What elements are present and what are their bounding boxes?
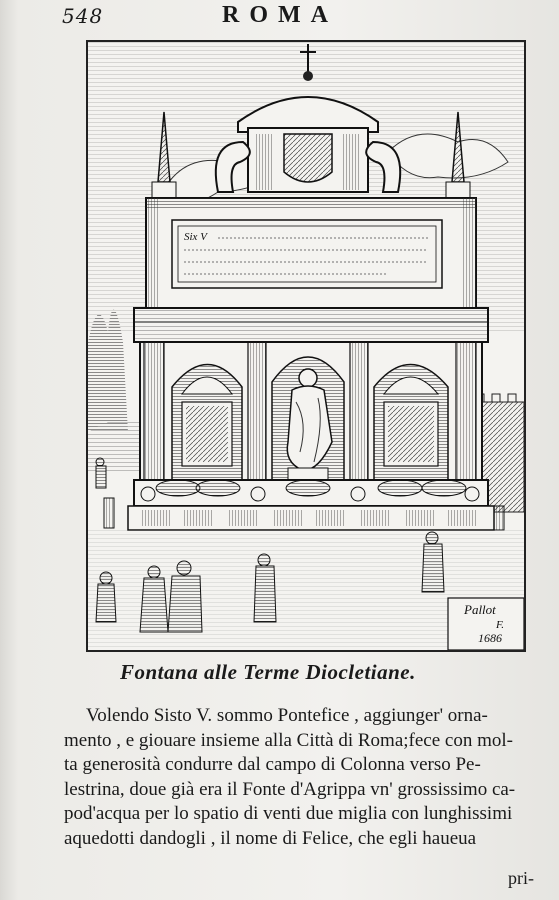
engraver-signature: Pallot (464, 602, 496, 617)
column (456, 342, 476, 480)
body-line: lestrina, doue già era il Fonte d'Agrippa vn' grossissimo ca- (64, 778, 516, 800)
running-title: ROMA (222, 2, 338, 28)
body-line: ta generosità condurre dal campo di Colonna verso Pe- (64, 754, 481, 775)
water-jet (422, 480, 466, 496)
body-line: Volendo Sisto V. sommo Pontefice , aggiunger' orna- (86, 705, 488, 726)
water-jet (156, 480, 200, 496)
body-line: pod'acqua per lo spatio di venti due miglia con lunghissimi (64, 803, 513, 824)
papal-coat-of-arms (284, 134, 332, 182)
lion (465, 487, 479, 501)
inscription-text: Six V (184, 231, 207, 243)
body-line: mento , e giouare insieme alla Città di Roma;fece con mol- (64, 729, 513, 751)
bollard (494, 506, 504, 530)
lion (351, 487, 365, 501)
water-jet (196, 480, 240, 496)
column (144, 342, 164, 480)
body-line: aquedotti dandogli , il nome di Felice, che egli haueua (64, 827, 477, 849)
catchword: pri- (508, 868, 534, 888)
plate-caption: Fontana alle Terme Diocletiane. (120, 660, 416, 684)
water-jet (378, 480, 422, 496)
fountain-engraving (86, 40, 526, 652)
engraving-drawing (88, 42, 524, 650)
column (350, 342, 368, 480)
page-number: 548 (62, 4, 104, 28)
column (248, 342, 266, 480)
engraving-date: 1686 (478, 631, 502, 645)
entablature (134, 308, 488, 342)
water-jet (286, 480, 330, 496)
engraving-date-mark: F. (496, 619, 505, 631)
lion (141, 487, 155, 501)
inscription-panel (172, 220, 442, 288)
body-paragraph (64, 704, 550, 851)
balustrade (128, 506, 494, 530)
bollard (104, 498, 114, 528)
lion (251, 487, 265, 501)
running-head (0, 0, 559, 34)
